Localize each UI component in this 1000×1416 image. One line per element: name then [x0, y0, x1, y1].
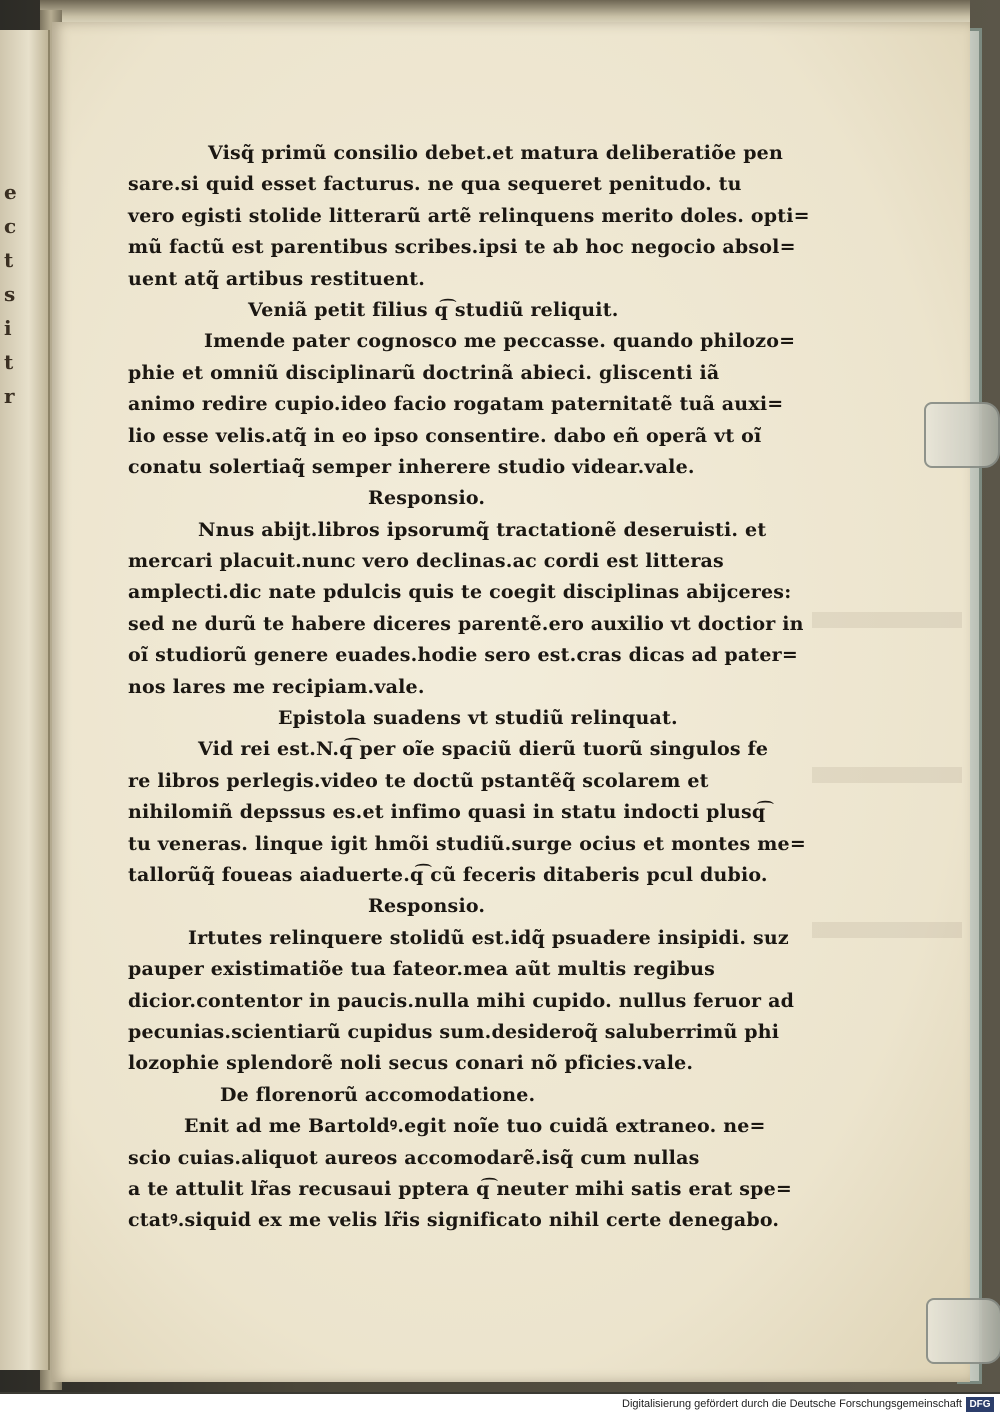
text-line: Responsio.: [368, 487, 486, 510]
text-line: tallorũq̃ foueas aiaduerte.q͡ cũ feceris ditaberis pcul dubio.: [128, 863, 768, 886]
text-line: uent atq̃ artibus restituent.: [128, 267, 426, 290]
text-line: Imende pater cognosco me peccasse. quando philozo=: [204, 330, 796, 353]
text-line: animo redire cupio.ideo facio rogatam paternitatẽ tuã auxi=: [128, 393, 784, 416]
text-line: oĩ studiorũ genere euades.hodie sero est.cras dicas ad pater=: [128, 644, 798, 667]
dfg-logo: DFG: [966, 1397, 994, 1412]
text-line: phie et omniũ disciplinarũ doctrinã abieci. gliscenti iã: [128, 361, 720, 384]
text-line: sare.si quid esset facturus. ne qua sequeret penitudo. tu: [128, 173, 742, 196]
text-line: pecunias.scientiarũ cupidus sum.desideroq̃ saluberrimũ phi: [128, 1020, 780, 1043]
text-line: mercari placuit.nunc vero declinas.ac cordi est litteras: [128, 550, 724, 573]
text-line: amplecti.dic nate pdulcis quis te coegit disciplinas abijceres:: [128, 581, 792, 604]
text-line: vero egisti stolide litterarũ artẽ relinquens merito doles. opti=: [128, 204, 810, 227]
text-line: conatu solertiaq̃ semper inherere studio videar.vale.: [128, 455, 695, 478]
facing-page-letter: t: [4, 248, 14, 272]
text-line: dicior.contentor in paucis.nulla mihi cupido. nullus feruor ad: [128, 989, 795, 1012]
text-line: pauper existimatiõe tua fateor.mea aũt multis regibus: [128, 958, 716, 981]
text-line: nos lares me recipiam.vale.: [128, 675, 425, 698]
show-through: [812, 922, 962, 938]
text-line: Veniã petit filius q͡ studiũ reliquit.: [248, 298, 619, 321]
text-line: lozophie splendorẽ noli secus conari nõ pficies.vale.: [128, 1052, 694, 1075]
text-line: sed ne durũ te habere diceres parentẽ.ero auxilio vt doctior in: [128, 612, 804, 635]
text-line: Nnus abijt.libros ipsorumq̃ tractationẽ deseruisti. et: [198, 518, 767, 541]
text-line: Responsio.: [368, 895, 486, 918]
facing-page-letter: c: [4, 214, 17, 238]
text-line: Enit ad me Bartoldꝰ.egit noĩe tuo cuidã extraneo. ne=: [184, 1115, 766, 1138]
footer-bar: [0, 1394, 1000, 1416]
show-through: [812, 767, 962, 783]
facing-page-letter: s: [4, 282, 16, 306]
text-line: scio cuias.aliquot aureos accomodarẽ.isq̃ cum nullas: [128, 1146, 700, 1169]
text-line: mũ factũ est parentibus scribes.ipsi te ab hoc negocio absol=: [128, 236, 796, 259]
text-line: Visq̃ primũ consilio debet.et matura deliberatiõe pen: [208, 142, 783, 164]
text-line: lio esse velis.atq̃ in eo ipso consentire. dabo eñ operã vt oĩ: [128, 424, 762, 447]
text-line: a te attulit lr̃as recusaui pptera q͡ neuter mihi satis erat spe=: [128, 1177, 793, 1200]
facing-page-letter: e: [4, 180, 17, 204]
text-line: ctatꝰ.siquid ex me velis lr̃is significato nihil certe denegabo.: [128, 1209, 780, 1232]
page-text-block: [128, 138, 810, 1237]
text-line: re libros perlegis.video te doctũ pstantẽq̃ scolarem et: [128, 769, 709, 792]
facing-page-letter: i: [4, 316, 12, 340]
page-clip-tab: [926, 1298, 1000, 1364]
facing-page-edge: [0, 30, 50, 1370]
text-line: Vid rei est.N.q͡ per oĩe spaciũ dierũ tuorũ singulos fe: [198, 738, 769, 761]
text-line: De florenorũ accomodatione.: [220, 1083, 536, 1106]
facing-page-letter: t: [4, 350, 14, 374]
text-line: tu veneras. linque igit hmõi studiũ.surge ocius et montes me=: [128, 832, 806, 855]
text-line: Epistola suadens vt studiũ relinquat.: [278, 707, 678, 730]
facing-page-letter: r: [4, 384, 15, 408]
show-through: [812, 612, 962, 628]
dfg-credit-text: Digitalisierung gefördert durch die Deutsche Forschungsgemeinschaft: [622, 1398, 962, 1410]
text-line: nihilomiñ depssus es.et infimo quasi in statu indocti plusq͡: [128, 801, 766, 824]
page-clip-tab: [924, 402, 1000, 468]
text-line: Irtutes relinquere stolidũ est.idq̃ psuadere insipidi. suz: [188, 926, 789, 949]
